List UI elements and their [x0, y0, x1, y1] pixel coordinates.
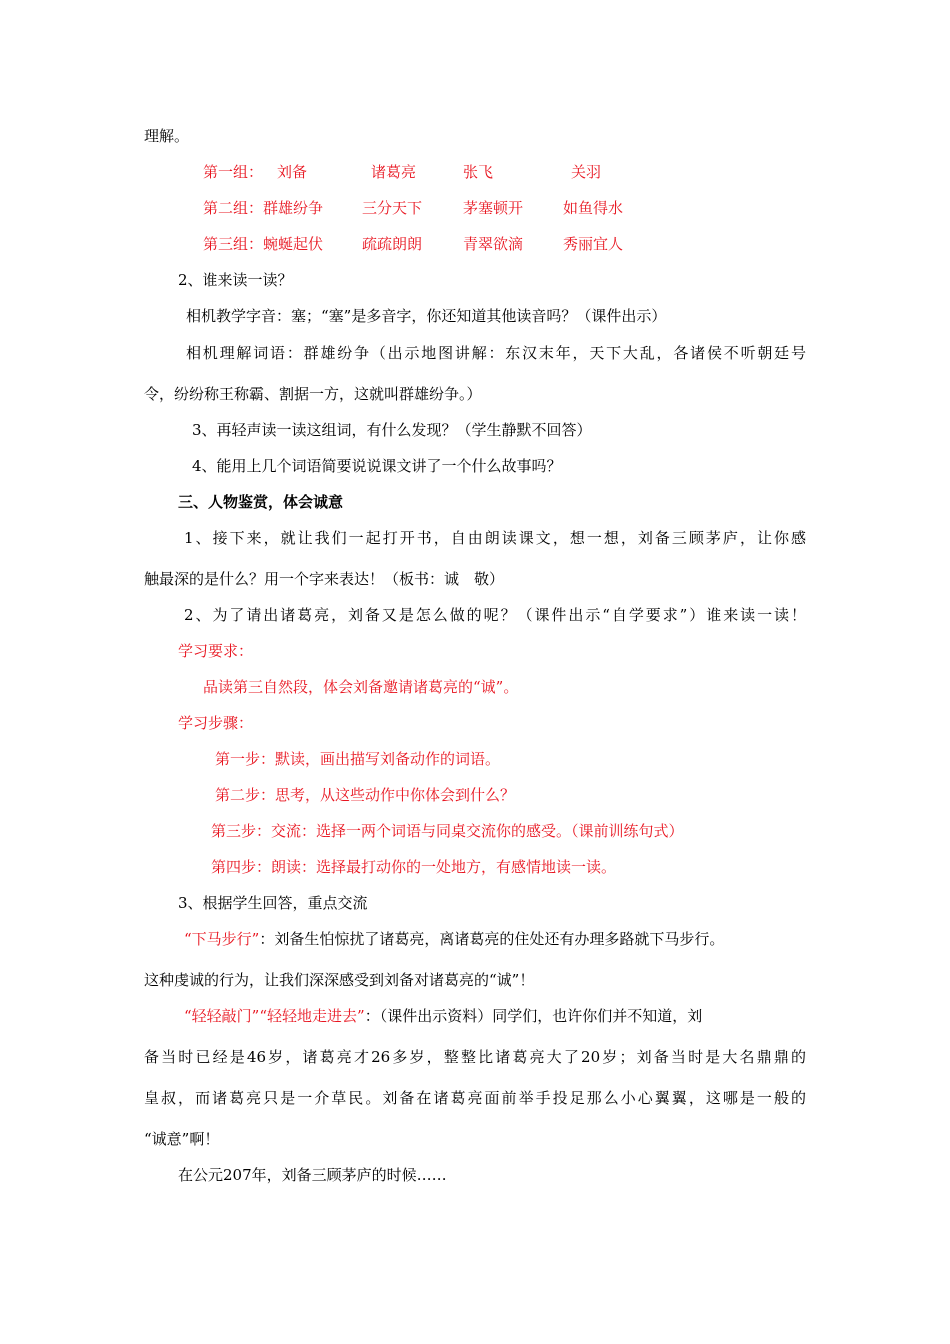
para-3: 3、根据学生回答，重点交流 — [178, 894, 368, 912]
intro-text: 理解。 — [144, 127, 190, 145]
group-word: 关羽 — [571, 163, 602, 181]
word-group-2 — [203, 198, 683, 218]
qingqing-line4: “诚意”啊！ — [144, 1130, 220, 1148]
question-4: 4、能用上几个词语简要说说课文讲了一个什么故事吗？ — [192, 457, 562, 475]
group-word: 青翠欲滴 — [463, 235, 524, 253]
step-item: 第四步：朗读：选择最打动你的一处地方，有感情地读一读。 — [211, 858, 617, 876]
qingqing-line3: 皇叔，而诸葛亮只是一介草民。刘备在诸葛亮面前举手投足那么小心翼翼，这哪是一般的 — [144, 1089, 806, 1107]
qingqing-quote: “轻轻敲门”“轻轻地走进去” — [184, 1007, 365, 1025]
step-item: 第二步：思考，从这些动作中你体会到什么？ — [215, 786, 516, 804]
word-group-1 — [203, 162, 683, 182]
xiama-line1 — [184, 929, 724, 949]
para-2: 2、为了请出诸葛亮，刘备又是怎么做的呢？（课件出示“自学要求”）谁来读一读！ — [184, 606, 806, 624]
group-word: 疏疏朗朗 — [362, 235, 423, 253]
word-group-3 — [203, 234, 683, 254]
group-word: 群雄纷争 — [263, 199, 324, 217]
vocab-note-line1: 相机理解词语：群雄纷争（出示地图讲解：东汉末年，天下大乱，各诸侯不听朝廷号 — [186, 344, 806, 362]
group-word: 刘备 — [277, 163, 308, 181]
question-2: 2、谁来读一读？ — [178, 271, 293, 289]
group-label: 第三组： — [203, 235, 264, 253]
para-1-line1: 1、接下来，就让我们一起打开书，自由朗读课文，想一想，刘备三顾茅庐，让你感 — [184, 529, 806, 547]
group-word: 如鱼得水 — [563, 199, 624, 217]
qingqing-text: ：（课件出示资料）同学们，也许你们并不知道，刘 — [364, 1007, 703, 1025]
step-item: 第一步：默读，画出描写刘备动作的词语。 — [215, 750, 501, 768]
question-3: 3、再轻声读一读这组词，有什么发现？（学生静默不回答） — [192, 421, 592, 439]
group-word: 秀丽宜人 — [563, 235, 624, 253]
requirements-title: 学习要求： — [178, 642, 254, 660]
group-label: 第二组： — [203, 199, 264, 217]
xiama-text: ：刘备生怕惊扰了诸葛亮，离诸葛亮的住处还有办理多路就下马步行。 — [259, 930, 725, 948]
qingqing-line2: 备当时已经是46岁，诸葛亮才26多岁，整整比诸葛亮大了20岁；刘备当时是大名鼎鼎的 — [144, 1048, 806, 1066]
xiama-quote: “下马步行” — [184, 930, 260, 948]
para-1-line2: 触最深的是什么？用一个字来表达！（板书：诚 敬） — [144, 570, 505, 588]
xiama-line2: 这种虔诚的行为，让我们深深感受到刘备对诸葛亮的“诚”！ — [144, 971, 535, 989]
pronunciation-note: 相机教学字音：塞；“塞”是多音字，你还知道其他读音吗？（课件出示） — [186, 307, 667, 325]
steps-title: 学习步骤： — [178, 714, 254, 732]
qingqing-line1 — [184, 1006, 806, 1026]
group-word: 蜿蜒起伏 — [263, 235, 324, 253]
step-item: 第三步：交流：选择一两个词语与同桌交流你的感受。（课前训练句式） — [211, 822, 684, 840]
group-word: 茅塞顿开 — [463, 199, 524, 217]
section-heading: 三、人物鉴赏，体会诚意 — [178, 493, 344, 511]
vocab-note-line2: 令，纷纷称王称霸、割据一方，这就叫群雄纷争。） — [144, 385, 482, 403]
group-word: 张飞 — [463, 163, 494, 181]
closing-line: 在公元207年，刘备三顾茅庐的时候…… — [178, 1166, 447, 1184]
group-label: 第一组： — [203, 163, 264, 181]
group-word: 三分天下 — [362, 199, 423, 217]
requirements-body: 品读第三自然段，体会刘备邀请诸葛亮的“诚”。 — [203, 678, 519, 696]
group-word: 诸葛亮 — [371, 163, 417, 181]
